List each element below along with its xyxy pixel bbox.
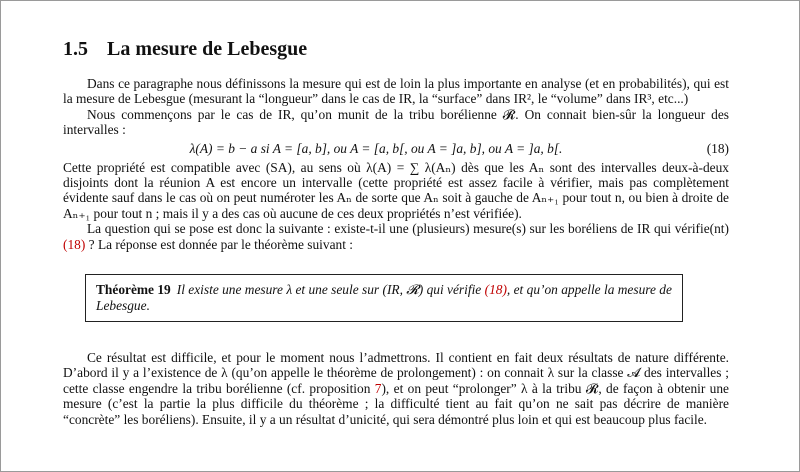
equation-body: λ(A) = b − a si A = [a, b], ou A = [a, b[, ou A = ]a, b], ou A = ]a, b[. (189, 140, 563, 156)
paragraph-question (63, 221, 729, 252)
equation-number: (18) (706, 140, 729, 156)
theorem-equation-ref[interactable]: (18) (484, 282, 507, 298)
theorem-box (85, 274, 683, 322)
result-text-b: ), et on peut “prolonger” λ à la tribu 𝓡, de façon à obtenir une mesure (c’est la partie la plus difficile du théorème ; la difficulté tient au fait qu’on ne sait pas décrire de manière “concrète” les boréliens). Ensuite, il y a un résultat d’unicité, qui sera démontré plus loin et qui est beaucoup plus facile. (63, 380, 729, 427)
paragraph-result (63, 350, 729, 427)
section-heading (63, 37, 729, 61)
proposition-ref-link[interactable]: 7 (374, 380, 382, 396)
question-text-a: La question qui se pose est donc la suivante : existe-t-il une (plusieurs) mesure(s) sur les boréliens de IR qui vérifie(nt) (87, 221, 729, 237)
paragraph-compatibility: Cette propriété est compatible avec (SA), au sens où λ(A) = ∑ λ(Aₙ) dès que les Aₙ sont des intervalles deux-à-deux disjoints dont la réunion A est encore un intervalle (cette propriété est assez facile à vérifier, mais pas complètement évidente sauf dans le cas où on peut numéroter les Aₙ de sorte que Aₙ soit à gauche de Aₙ₊₁ pour tout n, ou bien à droite de Aₙ₊₁ pour tout n ; mais il y a des cas où aucune de ces deux propriétés n’est vérifiée). (63, 159, 729, 221)
section-number: 1.5 (63, 38, 88, 60)
document-page (63, 37, 729, 427)
result-text-a: Ce résultat est difficile, et pour le moment nous l’admettrons. Il contient en fait deux résultats de nature différente. D’abord il y a l’existence de λ (qu’on appelle le théorème de prolongement) : on connait λ sur la classe 𝓐 des intervalles ; cette classe engendre la tribu borélienne (cf. proposition (63, 350, 729, 396)
equation-ref-link[interactable]: (18) (63, 236, 86, 252)
theorem-text-b: , et qu’on appelle la mesure de Lebesgue. (96, 282, 672, 314)
equation-18 (63, 140, 729, 158)
question-text-b: ? La réponse est donnée par le théorème suivant : (85, 236, 354, 252)
theorem-label: Théorème 19 (96, 282, 171, 298)
theorem-text-a: Il existe une mesure λ et une seule sur (IR, 𝓡) qui vérifie (176, 282, 485, 298)
paragraph-intro: Dans ce paragraphe nous définissons la mesure qui est de loin la plus importante en analyse (et en probabilités), qui est la mesure de Lebesgue (mesurant la “longueur” dans le cas de IR, la “surface” dans IR², le “volume” dans IR³, etc...) (63, 76, 729, 107)
section-title: La mesure de Lebesgue (107, 38, 308, 60)
paragraph-intervals: Nous commençons par le cas de IR, qu’on munit de la tribu borélienne 𝓡. On connait bien-sûr la longueur des intervalles : (63, 106, 729, 138)
